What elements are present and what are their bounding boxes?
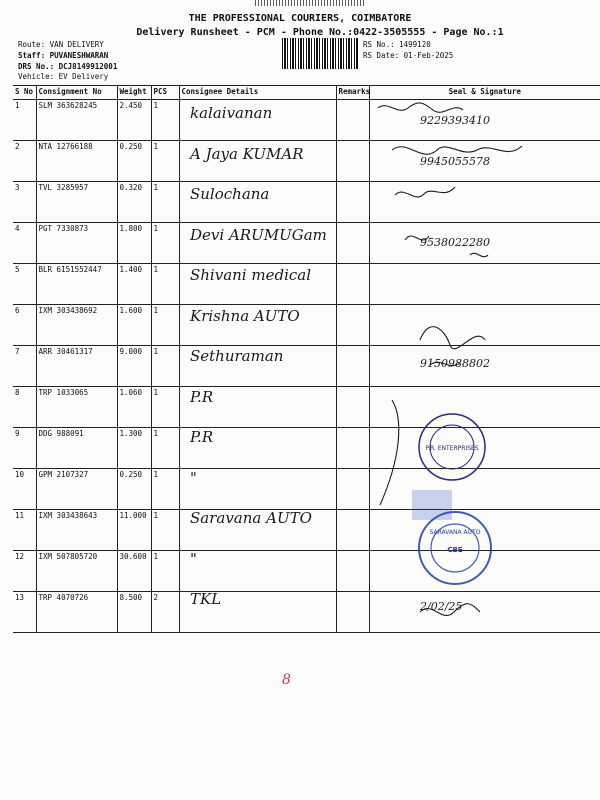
- staff-label: Staff: PUVANESHWARAN: [18, 51, 109, 60]
- handwritten-phone: 2/02/25: [420, 600, 463, 613]
- stamp-saravana-auto: [412, 490, 491, 584]
- col-signature: Seal & Signature: [369, 86, 600, 100]
- cell-consignment: BLR 6151552447: [36, 264, 117, 305]
- cell-consignment: PGT 7330873: [36, 223, 117, 264]
- cell-consignment: ARR 30461317: [36, 346, 117, 387]
- signature-6: [420, 327, 485, 349]
- handwritten-phone: 9945055578: [420, 154, 490, 168]
- cell-consignment: IXM 303438692: [36, 305, 117, 346]
- cell-sno: 7: [13, 346, 36, 387]
- cell-pcs: 1: [151, 387, 179, 428]
- cell-consignment: DDG 988091: [36, 428, 117, 469]
- cell-consignment: TVL 3285957: [36, 182, 117, 223]
- drs-label: DRS No.: DCJ8149912001: [18, 62, 118, 71]
- signature-3: [395, 187, 455, 197]
- handwritten-consignee: Sethuraman: [190, 347, 284, 365]
- col-remarks: Remarks: [336, 86, 369, 100]
- handwritten-consignee: Sulochana: [190, 185, 270, 203]
- cell-weight: 1.300: [117, 428, 151, 469]
- col-weight: Weight: [117, 86, 151, 100]
- cell-pcs: 1: [151, 223, 179, 264]
- signature-long-stroke: [380, 400, 399, 505]
- handwritten-phone: 9150988802: [420, 357, 490, 370]
- cell-consignment: TRP 4070726: [36, 592, 117, 633]
- handwritten-consignee: TKL: [190, 590, 222, 608]
- cell-weight: 1.600: [117, 305, 151, 346]
- cell-pcs: 1: [151, 141, 179, 182]
- handwritten-consignee: ": [190, 468, 197, 487]
- company-title: THE PROFESSIONAL COURIERS, COIMBATORE: [188, 13, 412, 24]
- signature-2: [392, 146, 522, 154]
- cell-sno: 1: [13, 100, 36, 141]
- cell-sno: 9: [13, 428, 36, 469]
- cell-sno: 11: [13, 510, 36, 551]
- cell-sno: 4: [13, 223, 36, 264]
- runsheet-title: Delivery Runsheet - PCM - Phone No.:0422-3505555 - Page No.:1: [136, 27, 504, 38]
- cell-pcs: 1: [151, 510, 179, 551]
- handwritten-consignee: Shivani medical: [190, 266, 312, 284]
- handwritten-consignee: kalaivanan: [190, 104, 273, 122]
- signature-7: [430, 362, 460, 365]
- cell-pcs: 1: [151, 100, 179, 141]
- signature-1: [378, 103, 463, 112]
- handwritten-consignee: A Jaya KUMAR: [190, 144, 304, 163]
- handwritten-phone: 9538022280: [420, 235, 490, 249]
- cell-pcs: 1: [151, 551, 179, 592]
- cell-weight: 0.250: [117, 141, 151, 182]
- footer-mark: 8: [282, 672, 291, 688]
- handwritten-phone: 9229393410: [420, 114, 490, 127]
- cell-sno: 5: [13, 264, 36, 305]
- cell-weight: 8.500: [117, 592, 151, 633]
- signature-4: [405, 236, 488, 257]
- cell-pcs: 1: [151, 264, 179, 305]
- cell-sno: 8: [13, 387, 36, 428]
- cell-weight: 11.000: [117, 510, 151, 551]
- cell-consignment: GPM 2107327: [36, 469, 117, 510]
- cell-consignment: SLM 363628245: [36, 100, 117, 141]
- stamp-saravana-text: SARAVANA AUTO: [429, 529, 481, 536]
- col-pcs: PCS: [151, 86, 179, 100]
- cell-consignment: NTA 12766188: [36, 141, 117, 182]
- rs-date-label: RS Date: 01-Feb-2025: [363, 51, 454, 60]
- handwritten-consignee: Devi ARUMUGam: [190, 225, 327, 244]
- cell-weight: 1.800: [117, 223, 151, 264]
- cell-pcs: 1: [151, 182, 179, 223]
- handwritten-consignee: P.R: [190, 428, 214, 446]
- handwritten-consignee: Krishna AUTO: [190, 306, 300, 325]
- cell-consignment: IXM 507805720: [36, 551, 117, 592]
- cell-sno: 6: [13, 305, 36, 346]
- handwritten-consignee: P.R: [190, 387, 214, 406]
- cell-weight: 30.600: [117, 551, 151, 592]
- stamp-city-text: CBE: [447, 546, 463, 554]
- cell-sno: 13: [13, 592, 36, 633]
- handwritten-consignee: ": [190, 549, 197, 568]
- cell-pcs: 1: [151, 346, 179, 387]
- cell-consignment: IXM 303438643: [36, 510, 117, 551]
- rs-no-label: RS No.: 1499120: [363, 40, 431, 49]
- cell-sno: 2: [13, 141, 36, 182]
- cell-pcs: 2: [151, 592, 179, 633]
- route-label: Route: VAN DELIVERY: [18, 40, 104, 49]
- cell-weight: 1.400: [117, 264, 151, 305]
- cell-weight: 1.060: [117, 387, 151, 428]
- vehicle-label: Vehicle: EV Delivery: [18, 72, 109, 81]
- cell-weight: 0.320: [117, 182, 151, 223]
- handwritten-consignee: Saravana AUTO: [190, 509, 312, 527]
- col-sno: S No: [13, 86, 36, 100]
- col-consignee: Consignee Details: [179, 86, 336, 100]
- cell-weight: 0.250: [117, 469, 151, 510]
- cell-pcs: 1: [151, 428, 179, 469]
- cell-weight: 9.000: [117, 346, 151, 387]
- stamp-pr-enterprises: [419, 414, 485, 480]
- cell-sno: 3: [13, 182, 36, 223]
- stamp-pr-text: P.R. ENTERPRISES: [425, 445, 479, 452]
- cell-sno: 12: [13, 551, 36, 592]
- cell-pcs: 1: [151, 469, 179, 510]
- cell-consignment: TRP 1033065: [36, 387, 117, 428]
- signature-13: [420, 604, 480, 616]
- cell-pcs: 1: [151, 305, 179, 346]
- cell-sno: 10: [13, 469, 36, 510]
- col-consignment: Consignment No: [36, 86, 117, 100]
- cell-weight: 2.450: [117, 100, 151, 141]
